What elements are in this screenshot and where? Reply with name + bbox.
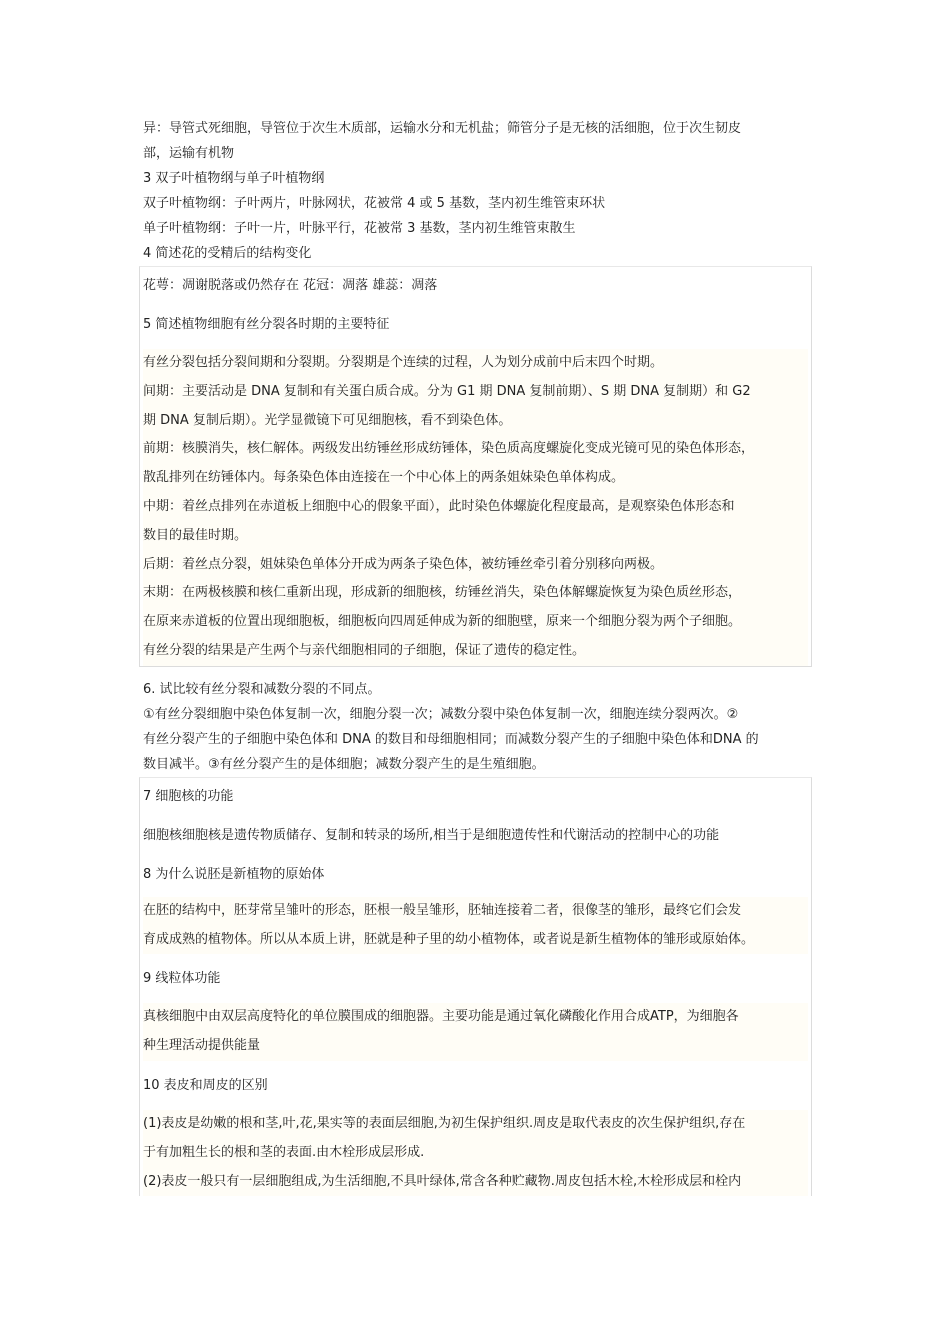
q5-line: 在原来赤道板的位置出现细胞板，细胞板向四周延伸成为新的细胞壁，原来一个细胞分裂为两个子细胞。 <box>143 614 742 630</box>
q5-line: 前期：核膜消失，核仁解体。两级发出纺锤丝形成纺锤体，染色质高度螺旋化变成光镜可见的染色体形态， <box>143 441 755 457</box>
q7-answer: 细胞核细胞核是遗传物质储存、复制和转录的场所,相当于是细胞遗传性和代谢活动的控制中心的功能 <box>143 827 720 843</box>
q10-line: (2)表皮一般只有一层细胞组成,为生活细胞,不具叶绿体,常含各种贮藏物.周皮包括木栓,木栓形成层和栓内 <box>143 1173 742 1189</box>
q5-line: 后期：着丝点分裂，姐妹染色单体分开成为两条子染色体，被纺锤丝牵引着分别移向两极。 <box>143 556 664 572</box>
intro-line: 部，运输有机物 <box>143 146 235 161</box>
q5-line: 末期：在两极核膜和核仁重新出现，形成新的细胞核，纺锤丝消失，染色体解螺旋恢复为染色质丝形态， <box>143 585 742 601</box>
q9-title: 9 线粒体功能 <box>143 971 221 987</box>
q5-answer <box>143 349 808 666</box>
q10-answer <box>143 1110 808 1196</box>
q5-line: 中期：着丝点排列在赤道板上细胞中心的假象平面），此时染色体螺旋化程度最高，是观察染色体形态和 <box>143 498 735 514</box>
q6-title: 6. 试比较有丝分裂和减数分裂的不同点。 <box>143 681 381 697</box>
q8-line: 育成成熟的植物体。所以从本质上讲，胚就是种子里的幼小植物体，或者说是新生植物体的雏形或原始体。 <box>143 931 755 947</box>
q9-line: 真核细胞中由双层高度特化的单位膜围成的细胞器。主要功能是通过氧化磷酸化作用合成ATP，为细胞各 <box>143 1009 739 1025</box>
q6-line: 数目减半。③有丝分裂产生的是体细胞；减数分裂产生的是生殖细胞。 <box>143 756 545 772</box>
q8-line: 在胚的结构中，胚芽常呈雏叶的形态，胚根一般呈雏形，胚轴连接着二者，很像茎的雏形，最终它们会发 <box>143 902 742 918</box>
q3-line: 单子叶植物纲：子叶一片，叶脉平行，花被常 3 基数，茎内初生维管束散生 <box>143 221 576 236</box>
q9-answer <box>143 1003 808 1061</box>
intro-line: 异：导管式死细胞，导管位于次生木质部，运输水分和无机盐；筛管分子是无核的活细胞，位于次生韧皮 <box>143 121 742 136</box>
q7-title: 7 细胞核的功能 <box>143 788 234 804</box>
answer-box-q7-q10 <box>139 777 812 1197</box>
q5-line: 期 DNA 复制后期）。光学显微镜下可见细胞核，看不到染色体。 <box>143 412 512 428</box>
q5-line: 有丝分裂包括分裂间期和分裂期。分裂期是个连续的过程，人为划分成前中后末四个时期。 <box>143 355 664 370</box>
q4-title: 4 简述花的受精后的结构变化 <box>143 246 312 261</box>
q8-answer <box>143 897 808 955</box>
document-page <box>143 116 808 1196</box>
q3-line: 双子叶植物纲：子叶两片，叶脉网状，花被常 4 或 5 基数，茎内初生维管束环状 <box>143 196 606 211</box>
q8-title: 8 为什么说胚是新植物的原始体 <box>143 866 325 882</box>
q5-title: 5 简述植物细胞有丝分裂各时期的主要特征 <box>143 317 390 332</box>
answer-box-q4-q5 <box>139 266 812 666</box>
q10-line: (1)表皮是幼嫩的根和茎,叶,花,果实等的表面层细胞,为初生保护组织.周皮是取代表皮的次生保护组织,存在 <box>143 1115 746 1131</box>
q6-line: ①有丝分裂细胞中染色体复制一次，细胞分裂一次；减数分裂中染色体复制一次，细胞连续分裂两次。② <box>143 706 739 722</box>
q9-line: 种生理活动提供能量 <box>143 1038 261 1054</box>
q4-answer: 花萼：凋谢脱落或仍然存在 花冠：凋落 雄蕊：凋落 <box>143 278 438 293</box>
q3-title: 3 双子叶植物纲与单子叶植物纲 <box>143 171 325 186</box>
q5-line: 有丝分裂的结果是产生两个与亲代细胞相同的子细胞，保证了遗传的稳定性。 <box>143 642 586 658</box>
q10-title: 10 表皮和周皮的区别 <box>143 1077 268 1093</box>
q5-line: 间期：主要活动是 DNA 复制和有关蛋白质合成。分为 G1 期 DNA 复制前期）、S 期 DNA 复制期）和 G2 <box>143 383 751 399</box>
q10-line: 于有加粗生长的根和茎的表面.由木栓形成层形成. <box>143 1144 425 1160</box>
q5-line: 数目的最佳时期。 <box>143 527 248 543</box>
q6-line: 有丝分裂产生的子细胞中染色体和 DNA 的数目和母细胞相同；而减数分裂产生的子细胞中染色体和DNA 的 <box>143 731 759 747</box>
q5-line: 散乱排列在纺锤体内。每条染色体由连接在一个中心体上的两条姐妹染色单体构成。 <box>143 470 625 486</box>
